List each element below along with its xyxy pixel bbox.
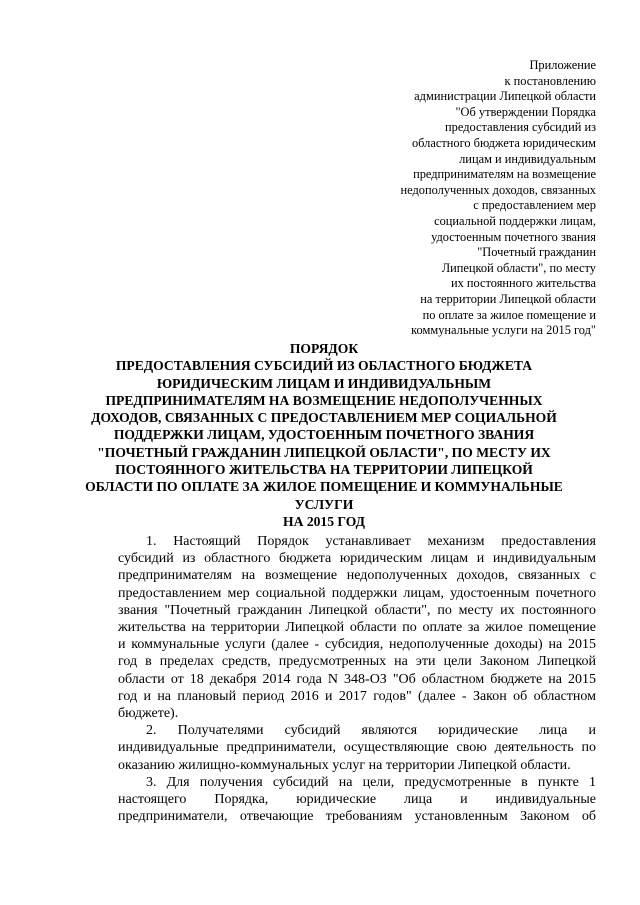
appendix-line: социальной поддержки лицам, xyxy=(434,213,596,228)
paragraph-line: и коммунальные услуги (далее - субсидия, недополученные доходы) на 2015 xyxy=(118,637,596,653)
appendix-block xyxy=(336,58,596,339)
paragraph-line: бюджете). xyxy=(118,706,179,722)
paragraph-3 xyxy=(118,774,596,826)
paragraph-line: субсидий из областного бюджета юридическим лицам и индивидуальным xyxy=(118,551,596,567)
paragraph-line: предпринимателям на возмещение недополученных доходов, связанных с xyxy=(118,568,596,584)
appendix-line: предоставления субсидий из xyxy=(445,120,596,135)
paragraph-line: области от 18 декабря 2014 года N 348-ОЗ "Об областном бюджете на 2015 xyxy=(118,671,596,687)
paragraph-line: предприниматели, отвечающие требованиям установленным Законом об xyxy=(118,809,596,825)
appendix-line: "Почетный гражданин xyxy=(477,245,596,260)
appendix-line: областного бюджета юридическим xyxy=(411,135,596,150)
appendix-line: Приложение xyxy=(529,58,596,72)
paragraph-line: настоящего Порядка, юридические лица и индивидуальные xyxy=(118,792,596,808)
appendix-line: "Об утверждении Порядка xyxy=(455,104,596,119)
paragraph-line: звания "Почетный гражданин Липецкой области", по месту их постоянного xyxy=(118,602,596,618)
title-line: ПОСТОЯННОГО ЖИТЕЛЬСТВА НА ТЕРРИТОРИИ ЛИПЕЦКОЙ xyxy=(115,462,533,478)
paragraph-1 xyxy=(118,533,596,722)
paragraph-2 xyxy=(118,722,596,774)
title-line: ОБЛАСТИ ПО ОПЛАТЕ ЗА ЖИЛОЕ ПОМЕЩЕНИЕ И КОММУНАЛЬНЫЕ xyxy=(85,479,563,495)
appendix-line: недополученных доходов, связанных xyxy=(400,182,596,197)
appendix-line: удостоенным почетного звания xyxy=(431,229,596,244)
appendix-line: администрации Липецкой области xyxy=(414,89,596,104)
paragraph-line: жительства на территории Липецкой области по оплате за жилое помещение xyxy=(118,620,596,636)
appendix-line: коммунальные услуги на 2015 год" xyxy=(411,323,596,338)
appendix-line: на территории Липецкой области xyxy=(420,291,596,306)
appendix-line: к постановлению xyxy=(504,73,596,88)
appendix-line: по оплате за жилое помещение и xyxy=(422,307,596,322)
title-line: НА 2015 ГОД xyxy=(283,513,365,529)
appendix-line: их постоянного жительства xyxy=(450,276,596,291)
appendix-line: предпринимателям на возмещение xyxy=(413,167,596,182)
paragraph-line: 2. Получателями субсидий являются юридические лица и xyxy=(146,723,596,739)
appendix-line: с предоставлением мер xyxy=(473,198,596,213)
appendix-line: лицам и индивидуальным xyxy=(459,151,596,166)
paragraph-line: год в пределах средств, предусмотренных на эти цели Законом Липецкой xyxy=(118,654,596,670)
title-line: ПОДДЕРЖКИ ЛИЦАМ, УДОСТОЕННЫМ ПОЧЕТНОГО ЗВАНИЯ xyxy=(113,427,535,443)
document-title xyxy=(60,340,588,530)
paragraph-line: оказанию жилищно-коммунальных услуг на территории Липецкой области. xyxy=(118,757,571,773)
title-line: УСЛУГИ xyxy=(294,496,354,512)
paragraph-line: 3. Для получения субсидий на цели, предусмотренные в пункте 1 xyxy=(146,774,596,790)
title-line: ДОХОДОВ, СВЯЗАННЫХ С ПРЕДОСТАВЛЕНИЕМ МЕР СОЦИАЛЬНОЙ xyxy=(91,410,557,426)
title-line: ПОРЯДОК xyxy=(289,341,359,356)
paragraph-line: 1. Настоящий Порядок устанавливает механизм предоставления xyxy=(146,534,596,549)
document-body xyxy=(118,533,596,825)
paragraph-line: год и на плановый период 2016 и 2017 годов" (далее - Закон об областном xyxy=(118,688,596,704)
title-line: ПРЕДОСТАВЛЕНИЯ СУБСИДИЙ ИЗ ОБЛАСТНОГО БЮДЖЕТА xyxy=(115,358,533,374)
title-line: ПРЕДПРИНИМАТЕЛЯМ НА ВОЗМЕЩЕНИЕ НЕДОПОЛУЧЕННЫХ xyxy=(105,392,543,408)
appendix-line: Липецкой области", по месту xyxy=(441,260,596,275)
title-line: ЮРИДИЧЕСКИМ ЛИЦАМ И ИНДИВИДУАЛЬНЫМ xyxy=(156,375,492,391)
paragraph-line: предоставлением мер социальной поддержки лицам, удостоенным почетного xyxy=(118,585,596,601)
paragraph-line: индивидуальные предприниматели, осуществляющие свою деятельность по xyxy=(118,740,596,756)
title-line: "ПОЧЕТНЫЙ ГРАЖДАНИН ЛИПЕЦКОЙ ОБЛАСТИ", ПО МЕСТУ ИХ xyxy=(97,444,551,460)
